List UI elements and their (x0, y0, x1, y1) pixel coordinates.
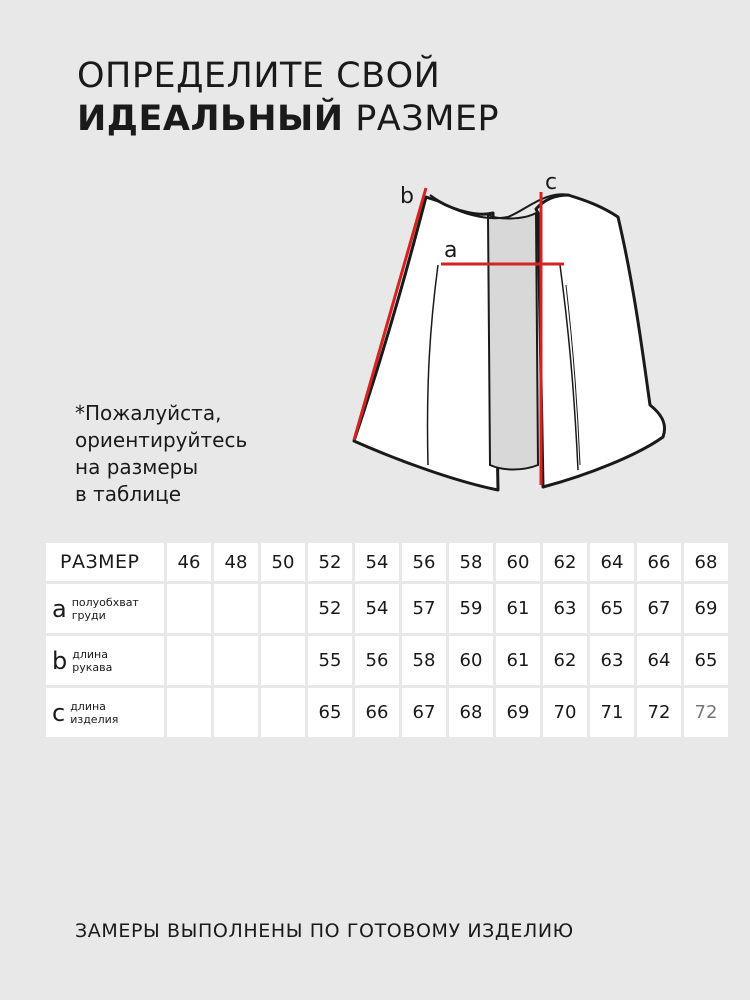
header-size-cell: 58 (449, 543, 493, 581)
header-size-cell: 60 (496, 543, 540, 581)
table-cell: 56 (355, 636, 399, 685)
table-cell (261, 584, 305, 633)
row-letter: c (52, 698, 66, 727)
table-cell: 57 (402, 584, 446, 633)
row-desc-line: полуобхват (71, 595, 139, 609)
header-label-cell (46, 543, 164, 581)
table-cell: 52 (308, 584, 352, 633)
title-bold-word: ИДЕАЛЬНЫЙ (77, 99, 344, 139)
header-size-cell: 52 (308, 543, 352, 581)
garment-left-panel (354, 197, 498, 490)
table-cell (214, 688, 258, 737)
title-line-2 (77, 99, 499, 139)
table-cell (167, 636, 211, 685)
table-cell: 59 (449, 584, 493, 633)
table-cell: 67 (402, 688, 446, 737)
row-desc-line: длина (72, 647, 108, 661)
diagram-label-c: c (545, 170, 558, 195)
header-size-cell: 62 (543, 543, 587, 581)
table-cell: 61 (496, 636, 540, 685)
table-cell: 58 (402, 636, 446, 685)
table-cell (214, 584, 258, 633)
table-cell: 66 (355, 688, 399, 737)
row-description (72, 596, 139, 622)
diagram-label-a: a (444, 238, 458, 263)
header-size-cell: 68 (684, 543, 728, 581)
row-label-cell (46, 636, 164, 685)
row-desc-line: длина (70, 699, 106, 713)
table-cell: 68 (449, 688, 493, 737)
row-desc-line: груди (71, 608, 106, 622)
header-size-cell: 56 (402, 543, 446, 581)
garment-inner-back (488, 213, 538, 470)
row-description (72, 648, 112, 674)
row-letter: b (52, 646, 68, 675)
footer-note: ЗАМЕРЫ ВЫПОЛНЕНЫ ПО ГОТОВОМУ ИЗДЕЛИЮ (75, 920, 574, 942)
row-label-cell (46, 688, 164, 737)
row-description (70, 700, 118, 726)
table-header-row (46, 543, 728, 581)
note-line: в таблице (75, 482, 182, 506)
table-row-b (46, 636, 728, 685)
table-cell (261, 636, 305, 685)
header-size-cell: 50 (261, 543, 305, 581)
garment-diagram (338, 165, 688, 500)
table-cell: 60 (449, 636, 493, 685)
row-letter: a (52, 594, 67, 623)
size-note (75, 400, 247, 508)
note-line: *Пожалуйста, (75, 401, 222, 425)
table-cell: 55 (308, 636, 352, 685)
table-cell (167, 584, 211, 633)
table-cell: 64 (637, 636, 681, 685)
note-line: ориентируйтесь (75, 428, 248, 452)
table-cell: 69 (684, 584, 728, 633)
row-desc-line: рукава (72, 660, 113, 674)
table-cell: 69 (496, 688, 540, 737)
table-cell (167, 688, 211, 737)
header-size-cell: 64 (590, 543, 634, 581)
table-cell (261, 688, 305, 737)
table-cell: 65 (590, 584, 634, 633)
table-cell: 54 (355, 584, 399, 633)
table-cell: 72 (684, 688, 728, 737)
table-cell: 65 (684, 636, 728, 685)
title-line-1: ОПРЕДЕЛИТЕ СВОЙ (77, 56, 441, 96)
table-cell: 71 (590, 688, 634, 737)
table-row-a (46, 584, 728, 633)
table-cell (214, 636, 258, 685)
table-cell: 67 (637, 584, 681, 633)
diagram-label-b: b (400, 184, 414, 209)
table-cell: 70 (543, 688, 587, 737)
table-cell: 72 (637, 688, 681, 737)
size-table (43, 540, 731, 740)
table-cell: 65 (308, 688, 352, 737)
table-cell: 62 (543, 636, 587, 685)
row-desc-line: изделия (70, 712, 119, 726)
table-cell: 61 (496, 584, 540, 633)
header-size-cell: 66 (637, 543, 681, 581)
header-size-cell: 46 (167, 543, 211, 581)
header-size-cell: 54 (355, 543, 399, 581)
header-size-cell: 48 (214, 543, 258, 581)
table-cell: 63 (543, 584, 587, 633)
table-cell: 63 (590, 636, 634, 685)
header-label: РАЗМЕР (60, 551, 140, 573)
title-regular-word: РАЗМЕР (355, 99, 500, 139)
row-label-cell (46, 584, 164, 633)
table-row-c (46, 688, 728, 737)
note-line: на размеры (75, 455, 199, 479)
garment-right-panel (536, 195, 665, 487)
